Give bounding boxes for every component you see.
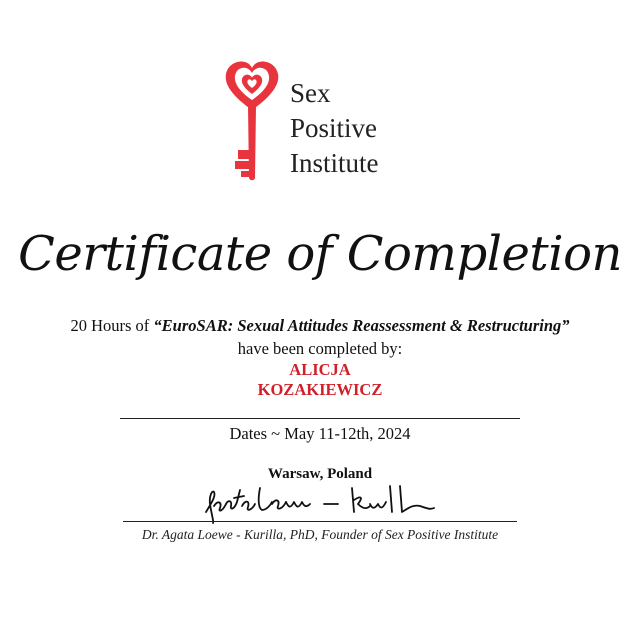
handwritten-signature xyxy=(200,482,440,524)
heart-key-icon xyxy=(222,58,282,184)
divider-line xyxy=(120,418,520,419)
hours-prefix: 20 Hours of xyxy=(70,316,150,335)
recipient-name xyxy=(0,360,640,400)
institute-logo xyxy=(222,58,412,188)
location: Warsaw, Poland xyxy=(267,466,373,482)
logo-line-3: Institute xyxy=(290,148,379,178)
course-name: “EuroSAR: Sexual Attitudes Reassessment & Restructuring” xyxy=(153,316,570,335)
course-dates: Dates ~ May 11-12th, 2024 xyxy=(229,424,411,443)
logo-line-1: Sex xyxy=(290,78,331,108)
logo-line-2: Positive xyxy=(290,113,378,143)
signer-name: Dr. Agata Loewe - Kurilla, PhD, Founder of Sex Positive Institute xyxy=(141,527,499,542)
certificate-title: Certificate of Completion xyxy=(18,226,622,282)
signature-line xyxy=(123,521,517,522)
recipient-first-name: ALICJA xyxy=(289,360,351,379)
recipient-last-name: KOZAKIEWICZ xyxy=(257,380,383,399)
institute-name xyxy=(290,76,379,181)
course-line xyxy=(0,316,640,336)
completed-by-text: have been completed by: xyxy=(237,339,403,358)
